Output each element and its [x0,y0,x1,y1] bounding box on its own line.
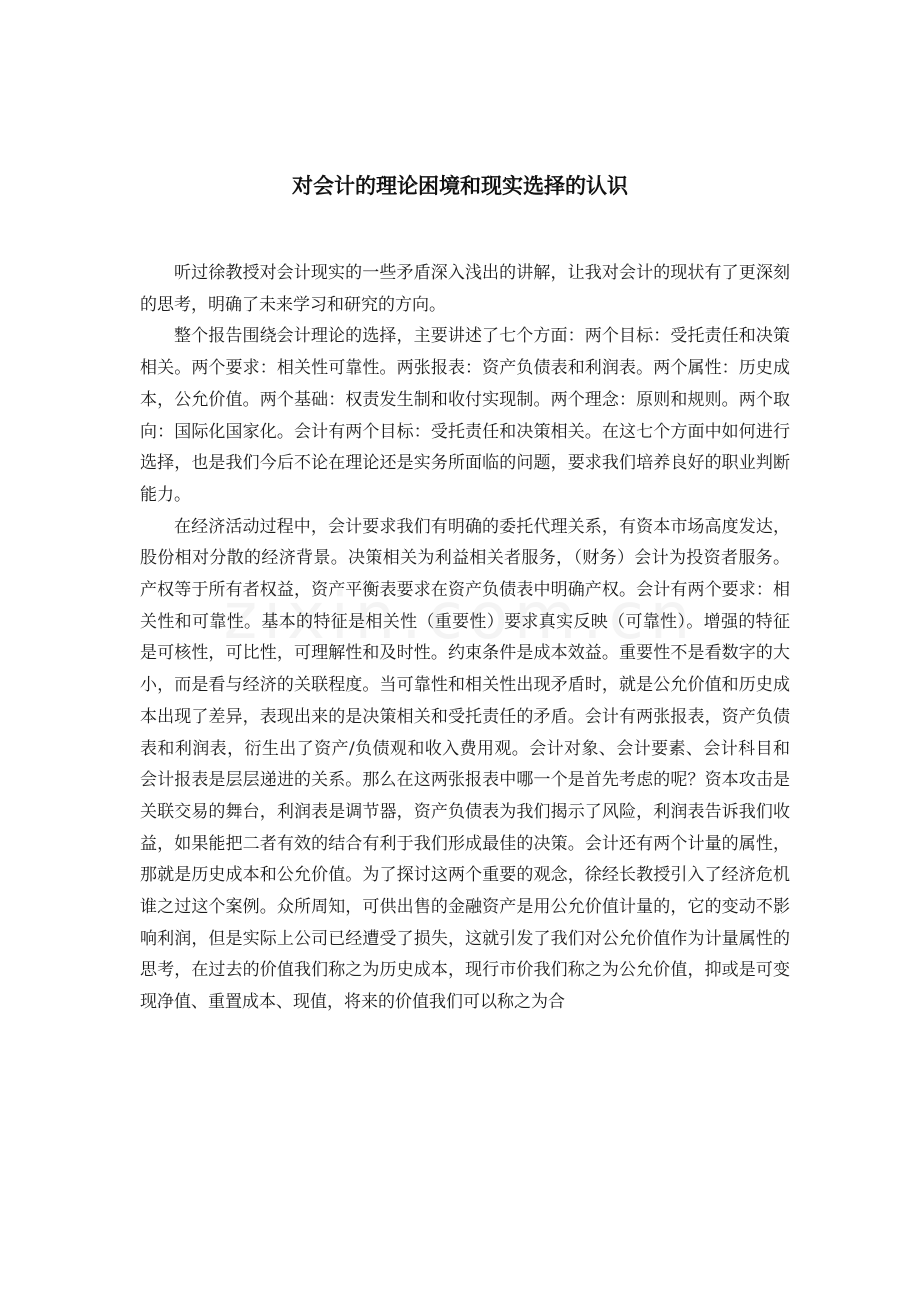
paragraph-2: 整个报告围绕会计理论的选择，主要讲述了七个方面：两个目标：受托责任和决策相关。两个要求：相关性可靠性。两张报表：资产负债表和利润表。两个属性：历史成本，公允价值。两个基础：权责发生制和收付实现制。两个理念：原则和规则。两个取向：国际化国家化。会计有两个目标：受托责任和决策相关。在这七个方面中如何进行选择，也是我们今后不论在理论还是实务所面临的问题，要求我们培养良好的职业判断能力。 [140,326,790,505]
paragraph-1: 听过徐教授对会计现实的一些矛盾深入浅出的讲解，让我对会计的现状有了更深刻的思考，明确了未来学习和研究的方向。 [140,263,790,315]
paragraph-3: 在经济活动过程中，会计要求我们有明确的委托代理关系，有资本市场高度发达，股份相对分散的经济背景。决策相关为利益相关者服务，（财务）会计为投资者服务。产权等于所有者权益，资产平衡表要求在资产负债表中明确产权。会计有两个要求：相关性和可靠性。基本的特征是相关性（重要性）要求真实反映（可靠性）。增强的特征是可核性，可比性，可理解性和及时性。约束条件是成本效益。重要性不是看数字的大小，而是看与经济的关联程度。当可靠性和相关性出现矛盾时，就是公允价值和历史成本出现了差异，表现出来的是决策相关和受托责任的矛盾。会计有两张报表，资产负债表和利润表，衍生出了资产/负债观和收入费用观。会计对象、会计要素、会计科目和会计报表是层层递进的关系。那么在这两张报表中哪一个是首先考虑的呢？资本攻击是关联交易的舞台，利润表是调节器，资产负债表为我们揭示了风险，利润表告诉我们收益，如果能把二者有效的结合有利于我们形成最佳的决策。会计还有两个计量的属性，那就是历史成本和公允价值。为了探讨这两个重要的观念，徐经长教授引入了经济危机谁之过这个案例。众所周知，可供出售的金融资产是用公允价值计量的，它的变动不影响利润，但是实际上公司已经遭受了损失，这就引发了我们对公允价值作为计量属性的思考，在过去的价值我们称之为历史成本，现行市价我们称之为公允价值，抑或是可变现净值、重置成本、现值，将来的价值我们可以称之为合 [140,516,790,1013]
document-title: 对会计的理论困境和现实选择的认识 [292,173,628,198]
document-body [140,258,790,1019]
